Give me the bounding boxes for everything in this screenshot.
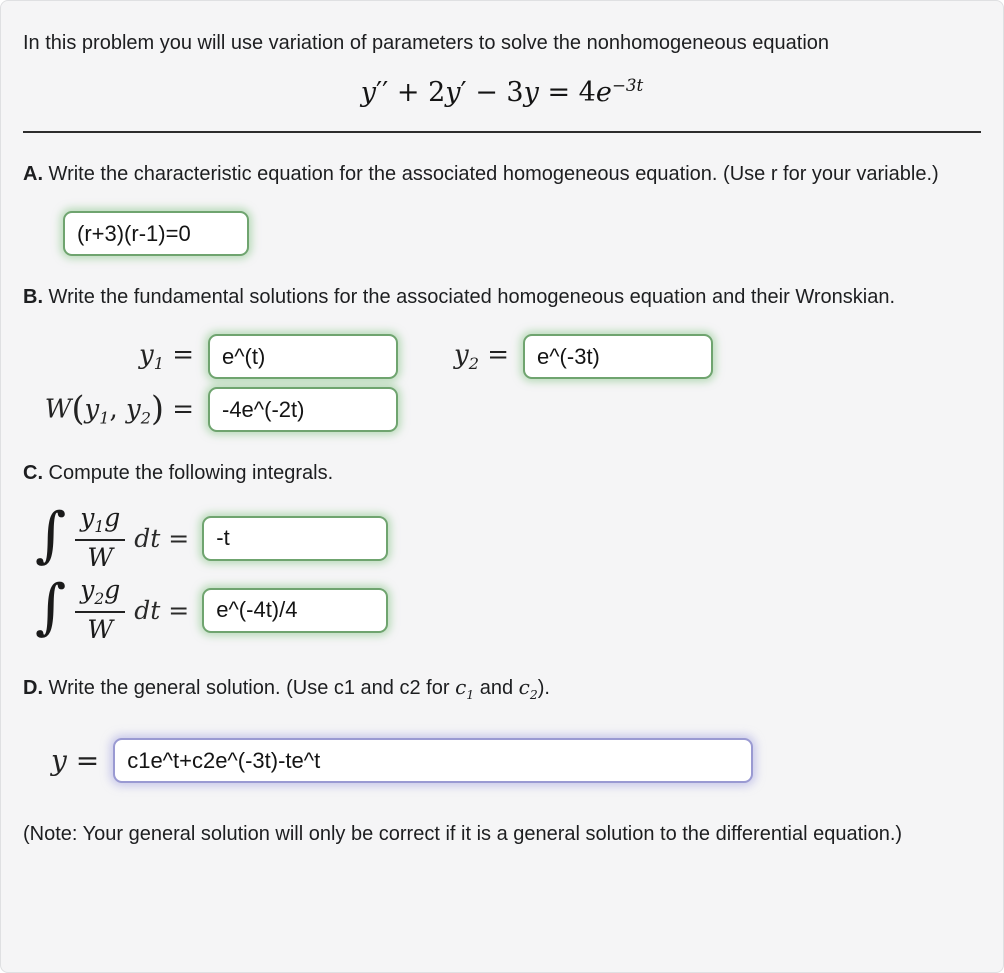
fundamental-solutions-row bbox=[23, 334, 981, 379]
y1-input[interactable] bbox=[208, 334, 398, 379]
section-b-heading bbox=[23, 280, 981, 314]
integral-row-1 bbox=[35, 502, 981, 574]
section-d-letter: D. bbox=[23, 677, 43, 699]
y-equals-label: y = bbox=[51, 744, 100, 777]
integral-1-input[interactable] bbox=[202, 516, 388, 561]
note-text: (Note: Your general solution will only be correct if it is a general solution to the differential equation.) bbox=[23, 823, 903, 845]
y1-label: $y_1$ = bbox=[138, 339, 194, 374]
section-b-letter: B. bbox=[23, 286, 43, 308]
integral-sign: ∫ bbox=[35, 572, 67, 642]
characteristic-equation-input[interactable] bbox=[63, 211, 249, 256]
section-b-answers bbox=[23, 334, 981, 432]
general-solution-input[interactable] bbox=[113, 738, 753, 783]
wronskian-row bbox=[23, 387, 981, 432]
section-d-heading bbox=[23, 670, 981, 712]
section-a-text: Write the characteristic equation for the associated homogeneous equation. (Use r for your variable.) bbox=[43, 163, 939, 185]
problem-equation: $y'' + 2y' - 3y = 4e^{-3t}$ bbox=[360, 75, 644, 108]
y2-label: $y_2$ = bbox=[453, 339, 509, 374]
integral-2-fraction bbox=[75, 575, 125, 645]
y2-input[interactable] bbox=[523, 334, 713, 379]
integral-2-dt-equals: dt = bbox=[134, 595, 190, 625]
integral-2-numerator: $y_2g$ bbox=[75, 575, 125, 613]
integral-1-fraction bbox=[75, 503, 125, 573]
problem-statement: In this problem you will use variation of parameters to solve the nonhomogeneous equation bbox=[23, 32, 830, 54]
section-a-heading bbox=[23, 157, 981, 191]
integral-row-2 bbox=[35, 574, 981, 646]
section-a-answer-row bbox=[63, 211, 981, 256]
integral-1-denominator: W bbox=[87, 543, 114, 572]
section-a-letter: A. bbox=[23, 163, 43, 185]
integral-1-numerator: $y_1g$ bbox=[75, 503, 125, 541]
section-d-text: Write the general solution. (Use c1 and c2 for $c_1$ and $c_2$). bbox=[43, 675, 550, 702]
integral-2-denominator: W bbox=[87, 615, 114, 644]
general-solution-row bbox=[51, 738, 981, 783]
integral-sign: ∫ bbox=[35, 500, 67, 570]
section-c-heading bbox=[23, 456, 981, 490]
integral-2-input[interactable] bbox=[202, 588, 388, 633]
section-c-text: Compute the following integrals. bbox=[43, 462, 334, 484]
integral-1-dt-equals: dt = bbox=[134, 523, 190, 553]
wronskian-input[interactable] bbox=[208, 387, 398, 432]
section-c-answers bbox=[23, 502, 981, 646]
section-b-text: Write the fundamental solutions for the associated homogeneous equation and their Wronskian. bbox=[43, 286, 896, 308]
section-c-letter: C. bbox=[23, 462, 43, 484]
wronskian-label: $W(y_1$, $y_2$) = bbox=[44, 388, 194, 428]
divider bbox=[23, 131, 981, 133]
